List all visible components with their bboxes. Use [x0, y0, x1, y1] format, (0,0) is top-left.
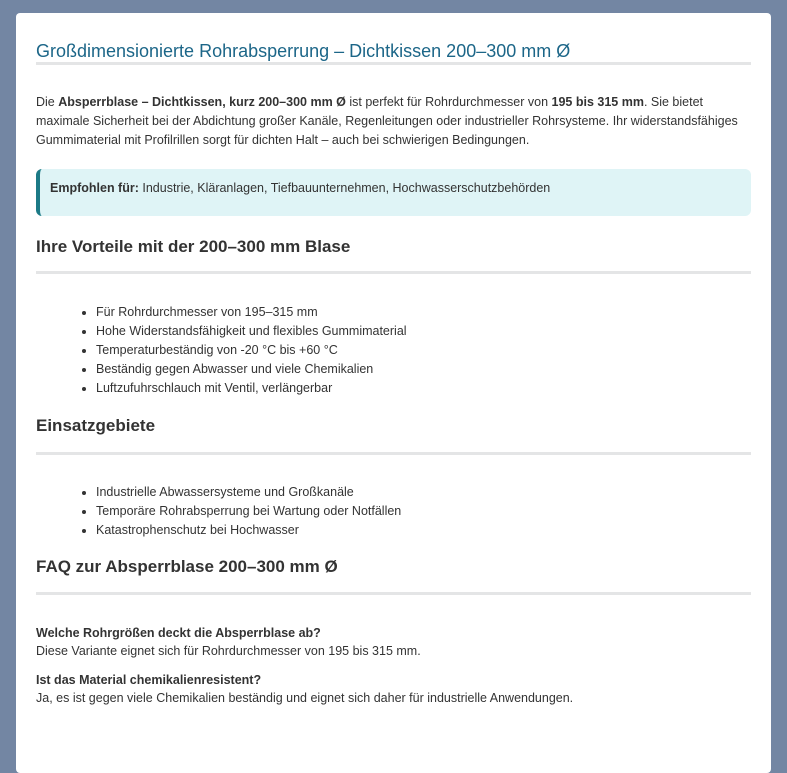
intro-text-3: . Sie bietet maximale Sicherheit bei der Abdichtung großer Kanäle, Regenleitungen oder industrieller Rohrsysteme. Ihr widerstandsfähiges Gummimaterial mit Profilrillen sorgt für dichten Halt – auch bei schwierigen Bedingungen. [36, 95, 738, 147]
list-item: • Katastrophenschutz bei Hochwasser [96, 521, 751, 540]
callout-text: Industrie, Kläranlagen, Tiefbauunternehmen, Hochwasserschutzbehörden [138, 181, 551, 195]
intro-bold-range: 195 bis 315 mm [551, 95, 644, 109]
page-title: Großdimensionierte Rohrabsperrung – Dichtkissen 200–300 mm Ø [36, 41, 571, 61]
einsatz-divider [36, 452, 751, 455]
recommended-callout [36, 169, 751, 216]
list-item: • Temporäre Rohrabsperrung bei Wartung oder Notfällen [96, 502, 751, 521]
vorteile-divider [36, 271, 751, 274]
faq-item [36, 624, 751, 660]
intro-text-2: ist perfekt für Rohrdurchmesser von [345, 95, 552, 109]
title-divider [36, 62, 751, 65]
list-item: • Temperaturbeständig von -20 °C bis +60 °C [96, 341, 751, 360]
einsatz-heading: Einsatzgebiete [36, 416, 156, 435]
faq-item [36, 671, 751, 707]
list-item: • Industrielle Abwassersysteme und Großkanäle [96, 483, 751, 502]
vorteile-heading: Ihre Vorteile mit der 200–300 mm Blase [36, 237, 351, 256]
intro-bold-product: Absperrblase – Dichtkissen, kurz 200–300 mm Ø [58, 95, 346, 109]
vorteile-list [36, 303, 751, 398]
list-item: • Für Rohrdurchmesser von 195–315 mm [96, 303, 751, 322]
list-item: • Hohe Widerstandsfähigkeit und flexibles Gummimaterial [96, 322, 751, 341]
callout-label: Empfohlen für: [50, 181, 139, 195]
list-item: • Beständig gegen Abwasser und viele Chemikalien [96, 360, 751, 379]
faq-answer: Ja, es ist gegen viele Chemikalien beständig und eignet sich daher für industrielle Anwendungen. [36, 691, 574, 705]
einsatz-list [36, 483, 751, 540]
intro-text-1: Die [36, 95, 59, 109]
faq-answer: Diese Variante eignet sich für Rohrdurchmesser von 195 bis 315 mm. [36, 644, 421, 658]
faq-divider [36, 592, 751, 595]
list-item: • Luftzufuhrschlauch mit Ventil, verlängerbar [96, 379, 751, 398]
faq-question: Ist das Material chemikalienresistent? [36, 673, 262, 687]
intro-paragraph [36, 93, 751, 150]
faq-question: Welche Rohrgrößen deckt die Absperrblase ab? [36, 626, 321, 640]
content-card [16, 13, 771, 773]
faq-heading: FAQ zur Absperrblase 200–300 mm Ø [36, 557, 338, 576]
